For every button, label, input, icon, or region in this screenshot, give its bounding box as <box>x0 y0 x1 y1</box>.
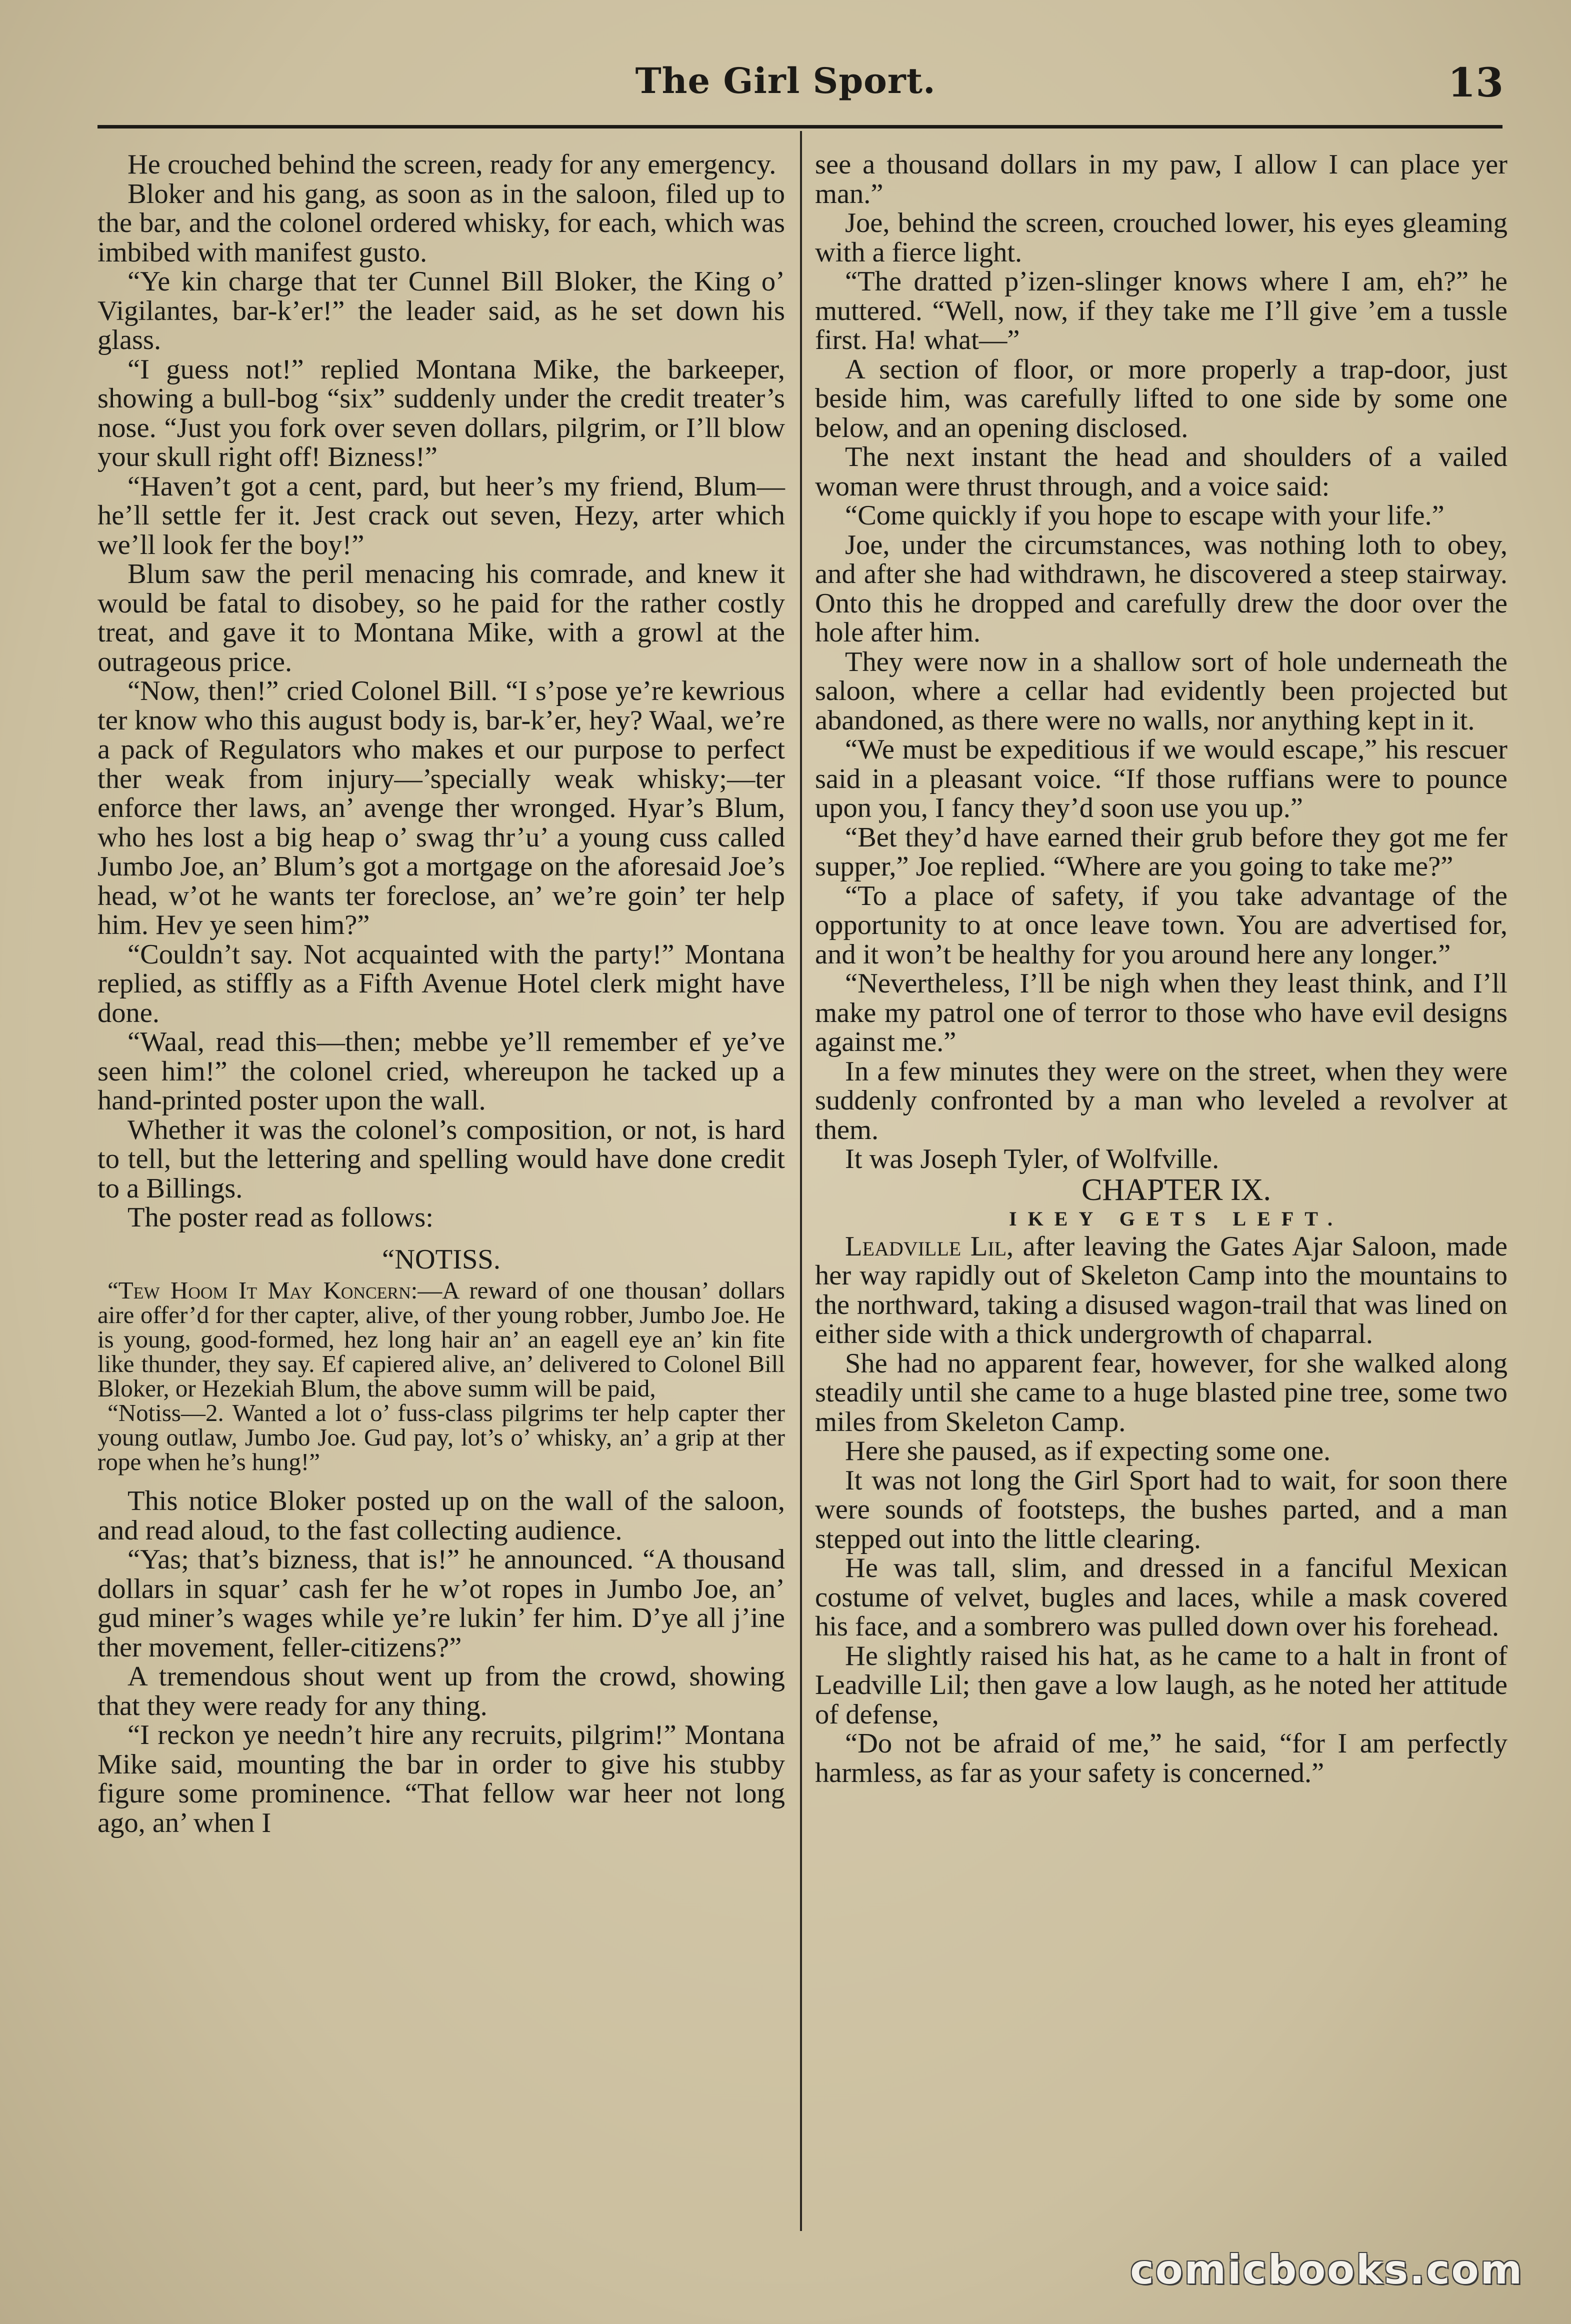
paragraph: see a thousand dollars in my paw, I allow I can place yer man.” <box>815 149 1508 210</box>
paragraph: “Yas; that’s bizness, that is!” he announced. “A thousand dollars in squar’ cash fer he w’ot ropes in Jumbo Joe, an’ gud miner’s wages while ye’re lukin’ fer him. D’ye all j’ine ther movement, feller-citizens?” <box>98 1544 785 1663</box>
paragraph: “Do not be afraid of me,” he said, “for I am perfectly harmless, as far as your safety is concerned.” <box>815 1728 1508 1788</box>
watermark: comicbooks.com <box>1130 2246 1524 2293</box>
paragraph: A section of floor, or more properly a trap-door, just beside him, was carefully lifted to one side by some one below, and an opening disclosed. <box>815 354 1508 444</box>
paragraph: Joe, behind the screen, crouched lower, his eyes gleaming with a fierce light. <box>815 208 1508 268</box>
left-column <box>98 150 785 1838</box>
paragraph: Here she paused, as if expecting some one. <box>845 1436 1331 1466</box>
paragraph: This notice Bloker posted up on the wall of the saloon, and read aloud, to the fast collecting audience. <box>98 1486 785 1546</box>
paragraph: Blum saw the peril menacing his comrade, and knew it would be fatal to disobey, so he paid for the rather costly treat, and gave it to Montana Mike, with a growl at the outrageous price. <box>98 558 785 678</box>
notice-paragraph <box>98 1278 785 1400</box>
notice-paragraph-2: “Notiss—2. Wanted a lot o’ fuss-class pilgrims ter help capter ther young outlaw, Jumbo Joe. Gud pay, lot’s o’ whisky, an’ a grip at ther rope when he’s hung!” <box>98 1399 785 1476</box>
paragraph: A tremendous shout went up from the crowd, showing that they were ready for any thing. <box>98 1661 785 1722</box>
paragraph: “The dratted p’izen-slinger knows where I am, eh?” he muttered. “Well, now, if they take me I’ll give ’em a tussle first. Ha! what—” <box>815 266 1508 356</box>
paragraph: He crouched behind the screen, ready for any emergency. <box>128 149 776 180</box>
chapter-lead-in: Leadville Lil, <box>845 1230 1014 1262</box>
notice-body: —A reward of one thousan’ dollars aire offer’d for ther capter, alive, of ther young robber, Jumbo Joe. He is young, good-formed, hez long hair an’ an eagell eye an’ kin fite like thunder, they say. Ef capiered alive, an’ delivered to Colonel Bill Bloker, or Hezekiah Blum, the above summ will be paid, <box>98 1276 785 1402</box>
right-column <box>815 150 1508 1788</box>
paragraph: “Come quickly if you hope to escape with your life.” <box>845 500 1444 531</box>
paragraph <box>815 1232 1508 1349</box>
paragraph: “To a place of safety, if you take advantage of the opportunity to at once leave town. You are advertised for, and it won’t be healthy for you around here any longer.” <box>815 880 1508 970</box>
paragraph: It was not long the Girl Sport had to wait, for soon there were sounds of footsteps, the bushes parted, and a man stepped out into the little clearing. <box>815 1464 1508 1554</box>
paragraph: “Couldn’t say. Not acquainted with the party!” Montana replied, as stiffly as a Fifth Avenue Hotel clerk might have done. <box>98 938 785 1028</box>
paragraph: “I guess not!” replied Montana Mike, the barkeeper, showing a bull-bog “six” suddenly under the credit treater’s nose. “Just you fork over seven dollars, pilgrim, or I’ll blow your skull right off! Bizness!” <box>98 354 785 472</box>
paragraph: “Nevertheless, I’ll be nigh when they least think, and I’ll make my patrol one of terror to those who have evil designs against me.” <box>815 968 1508 1058</box>
paragraph: “We must be expeditious if we would escape,” his rescuer said in a pleasant voice. “If those ruffians were to pounce upon you, I fancy they’d soon use you up.” <box>815 734 1508 824</box>
paragraph: She had no apparent fear, however, for she walked along steadily until she came to a huge blasted pine tree, some two miles from Skeleton Camp. <box>815 1348 1508 1438</box>
paragraph-text: after leaving the Gates Ajar Saloon, made her way rapidly out of Skeleton Camp into the mountains to the northward, taking a disused wagon-trail that was lined on either side with a thick undergrowth of chaparral. <box>815 1230 1508 1350</box>
paragraph: “Bet they’d have earned their grub before they got me fer supper,” Joe replied. “Where are you going to take me?” <box>815 822 1508 882</box>
paragraph: Bloker and his gang, as soon as in the saloon, filed up to the bar, and the colonel ordered whisky, for each, which was imbibed with manifest gusto. <box>98 178 785 268</box>
paragraph: “Ye kin charge that ter Cunnel Bill Bloker, the King o’ Vigilantes, bar-k’er!” the leader said, as he set down his glass. <box>98 266 785 356</box>
paragraph: “Now, then!” cried Colonel Bill. “I s’pose ye’re kewrious ter know who this august body is, bar-k’er, hey? Waal, we’re a pack of Regulators who makes et our purpose to perfect ther weak from injury—’specially weak whisky;—ter enforce ther laws, an’ avenge ther wronged. Hyar’s Blum, who hes lost a big heap o’ swag thr’u’ a young cuss called Jumbo Joe, an’ Blum’s got a mortgage on the aforesaid Joe’s head, w’ot he wants ter foreclose, an’ we’re goin’ ter help him. Hev ye seen him?” <box>98 676 785 940</box>
paragraph: It was Joseph Tyler, of Wolfville. <box>845 1144 1220 1174</box>
paragraph: They were now in a shallow sort of hole underneath the saloon, where a cellar had evidently been projected but abandoned, as there were no walls, nor anything kept in it. <box>815 646 1508 736</box>
paragraph: The next instant the head and shoulders of a vailed woman were thrust through, and a voice said: <box>815 442 1508 502</box>
paragraph: “Haven’t got a cent, pard, but heer’s my friend, Blum—he’ll settle fer it. Jest crack out seven, Hezy, arter which we’ll look fer the boy!” <box>98 470 785 560</box>
paragraph: “I reckon ye needn’t hire any recruits, pilgrim!” Montana Mike said, mounting the bar in order to give his stubby figure some prominence. “That fellow war heer not long ago, an’ when I <box>98 1720 785 1838</box>
notice-heading: “NOTISS. <box>382 1244 500 1275</box>
column-divider <box>800 131 802 2231</box>
paragraph: Whether it was the colonel’s composition, or not, is hard to tell, but the lettering and spelling would have done credit to a Billings. <box>98 1114 785 1204</box>
paragraph: He was tall, slim, and dressed in a fanciful Mexican costume of velvet, bugles and laces, while a mask covered his face, and a sombrero was pulled down over his forehead. <box>815 1552 1508 1642</box>
notice-lead: “Tew Hoom It May Koncern: <box>108 1276 418 1304</box>
paragraph: In a few minutes they were on the street, when they were suddenly confronted by a man who leveled a revolver at them. <box>815 1056 1508 1146</box>
paragraph: Joe, under the circumstances, was nothing loth to obey, and after she had withdrawn, he discovered a steep stairway. Onto this he dropped and carefully drew the door over the hole after him. <box>815 529 1508 648</box>
page-number: 13 <box>1448 59 1504 106</box>
running-header-title: The Girl Sport. <box>635 60 936 102</box>
chapter-subtitle: IKEY GETS LEFT. <box>1009 1207 1344 1230</box>
paragraph: He slightly raised his hat, as he came to a halt in front of Leadville Lil; then gave a low laugh, as he noted her attitude of defense, <box>815 1640 1508 1730</box>
paragraph: “Waal, read this—then; mebbe ye’ll remember ef ye’ve seen him!” the colonel cried, whereupon he tacked up a hand-printed poster upon the wall. <box>98 1026 785 1116</box>
chapter-title: CHAPTER IX. <box>1082 1172 1271 1207</box>
header-rule <box>98 125 1502 128</box>
paragraph: The poster read as follows: <box>128 1202 434 1233</box>
